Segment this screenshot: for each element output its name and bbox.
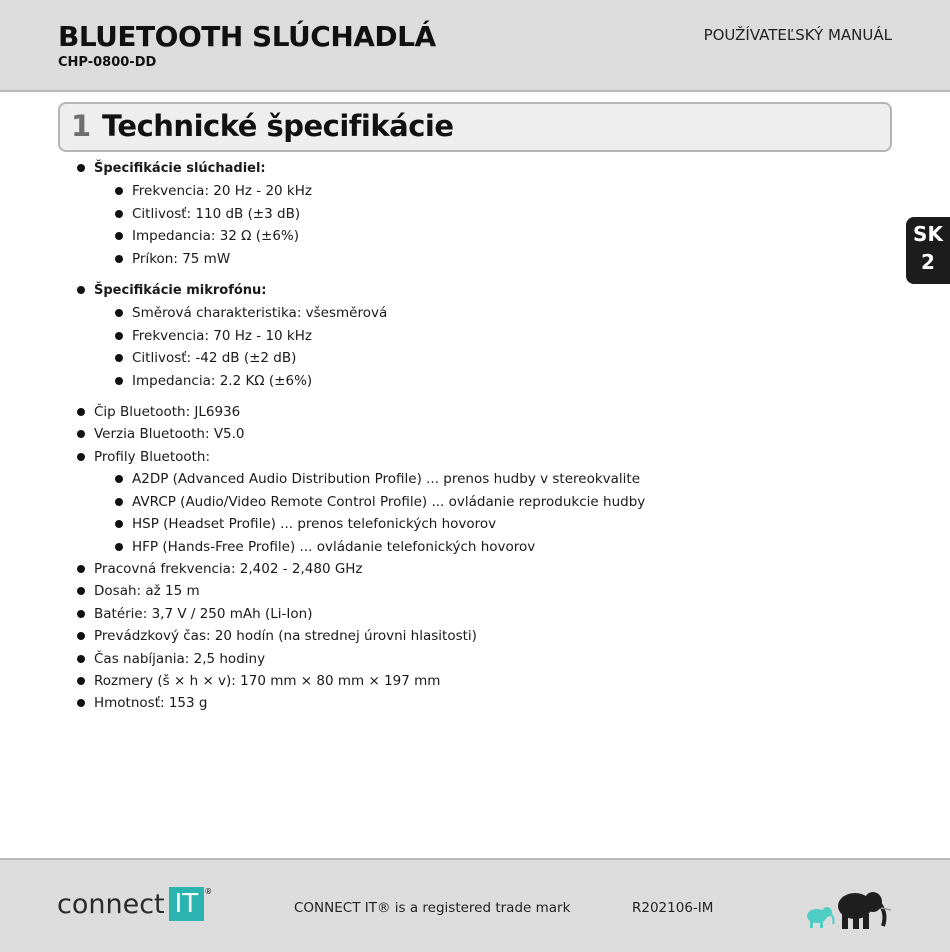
page-header <box>0 0 950 92</box>
page-footer <box>0 858 950 952</box>
list-item: Batérie: 3,7 V / 250 mAh (Li-Ion) <box>74 603 874 625</box>
list-item: A2DP (Advanced Audio Distribution Profile) ... prenos hudby v stereokvalite <box>112 468 874 490</box>
list-item: Citlivosť: -42 dB (±2 dB) <box>112 347 874 369</box>
headphone-specs-heading: Špecifikácie slúchadiel: <box>94 161 266 176</box>
list-item <box>74 157 874 270</box>
list-item: Verzia Bluetooth: V5.0 <box>74 423 874 445</box>
list-item: Čip Bluetooth: JL6936 <box>74 401 874 423</box>
list-item <box>74 279 874 392</box>
list-item: AVRCP (Audio/Video Remote Control Profile) ... ovládanie reprodukcie hudby <box>112 491 874 513</box>
list-item: HSP (Headset Profile) ... prenos telefonických hovorov <box>112 513 874 535</box>
language-code: SK <box>913 222 943 246</box>
small-elephant-icon <box>807 907 834 928</box>
microphone-specs-heading: Špecifikácie mikrofónu: <box>94 283 267 299</box>
page-number: 2 <box>921 250 935 274</box>
list-item: Směrová charakteristika: všesměrová <box>112 302 874 324</box>
logo-registered-mark: ® <box>204 887 213 896</box>
trademark-notice: CONNECT IT® is a registered trade mark <box>294 900 571 916</box>
bluetooth-profiles-heading: Profily Bluetooth: <box>94 448 211 465</box>
spec-list <box>74 157 874 715</box>
logo-it-box: IT <box>169 887 205 921</box>
list-item: Hmotnosť: 153 g <box>74 692 874 714</box>
list-item: Frekvencia: 20 Hz - 20 kHz <box>112 180 874 202</box>
list-item: Príkon: 75 mW <box>112 248 874 270</box>
list-item: HFP (Hands-Free Profile) ... ovládanie telefonických hovorov <box>112 536 874 558</box>
elephant-logo-icon <box>803 882 893 932</box>
list-item: Impedancia: 32 Ω (±6%) <box>112 225 874 247</box>
connect-it-logo <box>57 887 212 923</box>
list-item: Rozmery (š × h × v): 170 mm × 80 mm × 197 mm <box>74 670 874 692</box>
section-heading <box>58 102 892 152</box>
list-item: Pracovná frekvencia: 2,402 - 2,480 GHz <box>74 558 874 580</box>
large-elephant-icon <box>838 892 891 929</box>
section-title: Technické špecifikácie <box>102 109 454 143</box>
document-code: R202106-IM <box>632 900 714 916</box>
model-code: CHP-0800-DD <box>58 55 157 70</box>
list-item: Prevádzkový čas: 20 hodín (na strednej úrovni hlasitosti) <box>74 625 874 647</box>
list-item: Citlivosť: 110 dB (±3 dB) <box>112 203 874 225</box>
logo-wordmark: connect <box>57 888 165 920</box>
list-item: Impedancia: 2.2 KΩ (±6%) <box>112 370 874 392</box>
manual-label: POUŽÍVATEĽSKÝ MANUÁL <box>703 26 892 44</box>
product-title: BLUETOOTH SLÚCHADLÁ <box>58 20 436 53</box>
list-item: Frekvencia: 70 Hz - 10 kHz <box>112 325 874 347</box>
list-item: Čas nabíjania: 2,5 hodiny <box>74 648 874 670</box>
list-item: Dosah: až 15 m <box>74 580 874 602</box>
list-item <box>74 446 874 558</box>
section-number: 1 <box>71 109 92 143</box>
language-page-tab <box>906 217 950 284</box>
